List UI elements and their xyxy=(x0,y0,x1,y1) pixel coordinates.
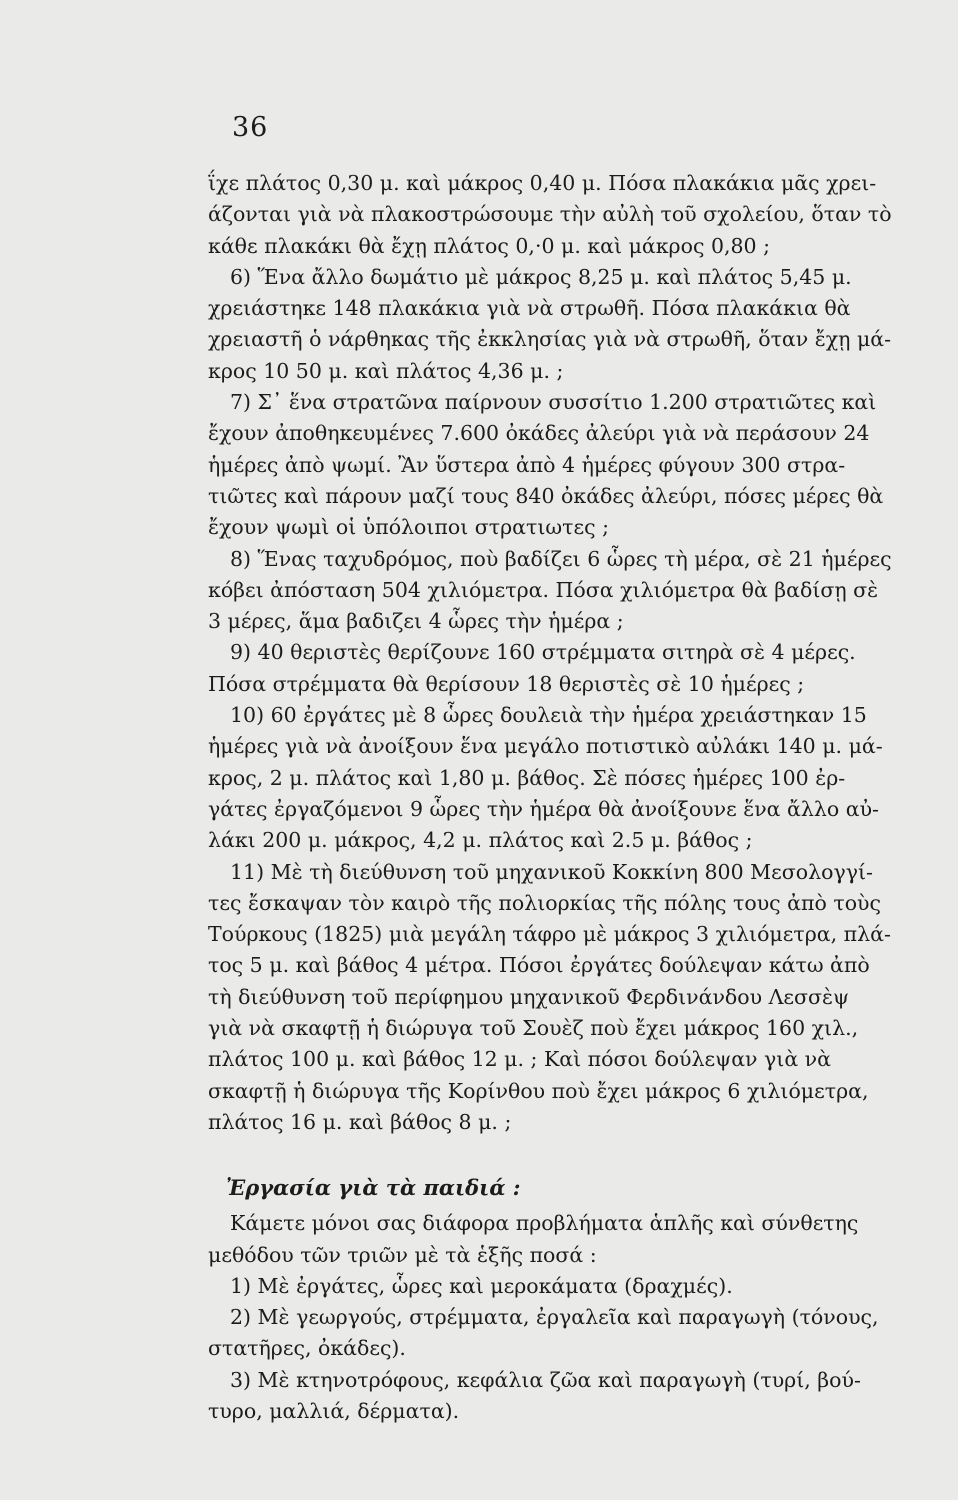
text-line: τος 5 μ. καὶ βάθος 4 μέτρα. Πόσοι ἐργάτες δούλεψαν κάτω ἀπὸ xyxy=(208,953,870,978)
text-line: πλάτος 16 μ. καὶ βάθος 8 μ. ; xyxy=(208,1109,512,1134)
text-line: 3) Μὲ κτηνοτρόφους, κεφάλια ζῶα καὶ παραγωγὴ (τυρί, βού- xyxy=(230,1367,861,1392)
text-line: γάτες ἐργαζόμενοι 9 ὧρες τὴν ἡμέρα θὰ ἀνοίξουνε ἕνα ἄλλο αὐ- xyxy=(208,796,879,821)
text-line: χρειάστηκε 148 πλακάκια γιὰ νὰ στρωθῆ. Πόσα πλακάκια θὰ xyxy=(208,296,851,321)
text-line: κρος, 2 μ. πλάτος καὶ 1,80 μ. βάθος. Σὲ πόσες ἡμέρες 100 ἐρ- xyxy=(208,765,846,790)
children-exercise xyxy=(208,1208,879,1427)
text-line: 6) Ἕνα ἄλλο δωμάτιο μὲ μάκρος 8,25 μ. καὶ πλάτος 5,45 μ. xyxy=(230,264,852,289)
page-number: 36 xyxy=(232,112,269,143)
text-line: ἡμέρες ἀπὸ ψωμί. Ἂν ὕστερα ἀπὸ 4 ἡμέρες φύγουν 300 στρα- xyxy=(208,452,846,477)
text-line: 3 μέρες, ἅμα βαδιζει 4 ὧρες τὴν ἡμέρα ; xyxy=(208,609,624,634)
text-line: στατῆρες, ὀκάδες). xyxy=(208,1336,406,1361)
text-line: 7) Σ᾽ ἕνα στρατῶνα παίρνουν συσσίτιο 1.200 στρατιῶτες καὶ xyxy=(230,390,877,415)
text-line: ἔχουν ἀποθηκευμένες 7.600 ὀκάδες ἀλεύρι γιὰ νὰ περάσουν 24 xyxy=(208,421,870,446)
text-line: 2) Μὲ γεωργούς, στρέμματα, ἐργαλεῖα καὶ παραγωγὴ (τόνους, xyxy=(230,1305,879,1330)
text-line: 8) Ἕνας ταχυδρόμος, ποὺ βαδίζει 6 ὧρες τὴ μέρα, σὲ 21 ἡμέρες xyxy=(230,546,892,571)
section-gap xyxy=(208,1138,746,1168)
page-body xyxy=(208,168,892,1427)
text-line: σκαφτῇ ἡ διώρυγα τῆς Κορίνθου ποὺ ἔχει μάκρος 6 χιλιόμετρα, xyxy=(208,1078,869,1103)
text-line: κρος 10 50 μ. καὶ πλάτος 4,36 μ. ; xyxy=(208,358,564,383)
text-line: γιὰ νὰ σκαφτῇ ἡ διώρυγα τοῦ Σουὲζ ποὺ ἔχει μάκρος 160 χιλ., xyxy=(208,1016,859,1041)
text-line: πλάτος 100 μ. καὶ βάθος 12 μ. ; Καὶ πόσοι δούλεψαν γιὰ νὰ xyxy=(208,1047,831,1072)
section-heading: Ἐργασία γιὰ τὰ παιδιά : xyxy=(226,1175,521,1201)
text-line: ἔχουν ψωμὶ οἱ ὑπόλοιποι στρατιωτες ; xyxy=(208,515,609,540)
text-line: 1) Μὲ ἐργάτες, ὧρες καὶ μεροκάματα (δραχμές). xyxy=(230,1273,733,1298)
text-line: χρειαστῆ ὁ νάρθηκας τῆς ἐκκλησίας γιὰ νὰ στρωθῆ, ὅταν ἔχῃ μά- xyxy=(208,327,892,352)
exercise-problems xyxy=(208,168,892,1138)
text-line: κόβει ἀπόσταση 504 χιλιόμετρα. Πόσα χιλιόμετρα θὰ βαδίσῃ σὲ xyxy=(208,577,879,602)
text-line: λάκι 200 μ. μάκρος, 4,2 μ. πλάτος καὶ 2.5 μ. βάθος ; xyxy=(208,828,753,853)
text-line: 9) 40 θεριστὲς θερίζουνε 160 στρέμματα σιτηρὰ σὲ 4 μέρες. xyxy=(230,640,856,665)
text-line: τὴ διεύθυνση τοῦ περίφημου μηχανικοῦ Φερδινάνδου Λεσσὲψ xyxy=(208,984,850,1009)
text-line: Πόσα στρέμματα θὰ θερίσουν 18 θεριστὲς σὲ 10 ἡμέρες ; xyxy=(208,671,805,696)
text-line: ἡμέρες γιὰ νὰ ἀνοίξουν ἕνα μεγάλο ποτιστικὸ αὐλάκι 140 μ. μά- xyxy=(208,734,883,759)
text-line: άζονται γιὰ νὰ πλακοστρώσουμε τὴν αὐλὴ τοῦ σχολείου, ὅταν τὸ xyxy=(208,202,892,227)
text-line: κάθε πλακάκι θὰ ἔχῃ πλάτος 0,·0 μ. καὶ μάκρος 0,80 ; xyxy=(208,233,771,258)
text-line: Τούρκους (1825) μιὰ μεγάλη τάφρο μὲ μάκρος 3 χιλιόμετρα, πλά- xyxy=(208,922,891,947)
text-line: ΐχε πλάτος 0,30 μ. καὶ μάκρος 0,40 μ. Πόσα πλακάκια μᾶς χρει- xyxy=(208,171,877,195)
text-line: 10) 60 ἐργάτες μὲ 8 ὧρες δουλειὰ τὴν ἡμέρα χρειάστηκαν 15 xyxy=(230,703,867,728)
text-line: Κάμετε μόνοι σας διάφορα προβλήματα ἁπλῆς καὶ σύνθετης xyxy=(230,1211,859,1236)
text-line: μεθόδου τῶν τριῶν μὲ τὰ ἑξῆς ποσά : xyxy=(208,1242,597,1267)
text-line: 11) Μὲ τὴ διεύθυνση τοῦ μηχανικοῦ Κοκκίνη 800 Μεσολογγί- xyxy=(230,859,873,884)
text-line: τυρο, μαλλιά, δέρματα). xyxy=(208,1398,460,1423)
text-line: τες ἔσκαψαν τὸν καιρὸ τῆς πολιορκίας τῆς πόλης τους ἀπὸ τοὺς xyxy=(208,890,881,915)
text-line: τιῶτες καὶ πάρουν μαζί τους 840 ὀκάδες ἀλεύρι, πόσες μέρες θὰ xyxy=(208,483,884,508)
